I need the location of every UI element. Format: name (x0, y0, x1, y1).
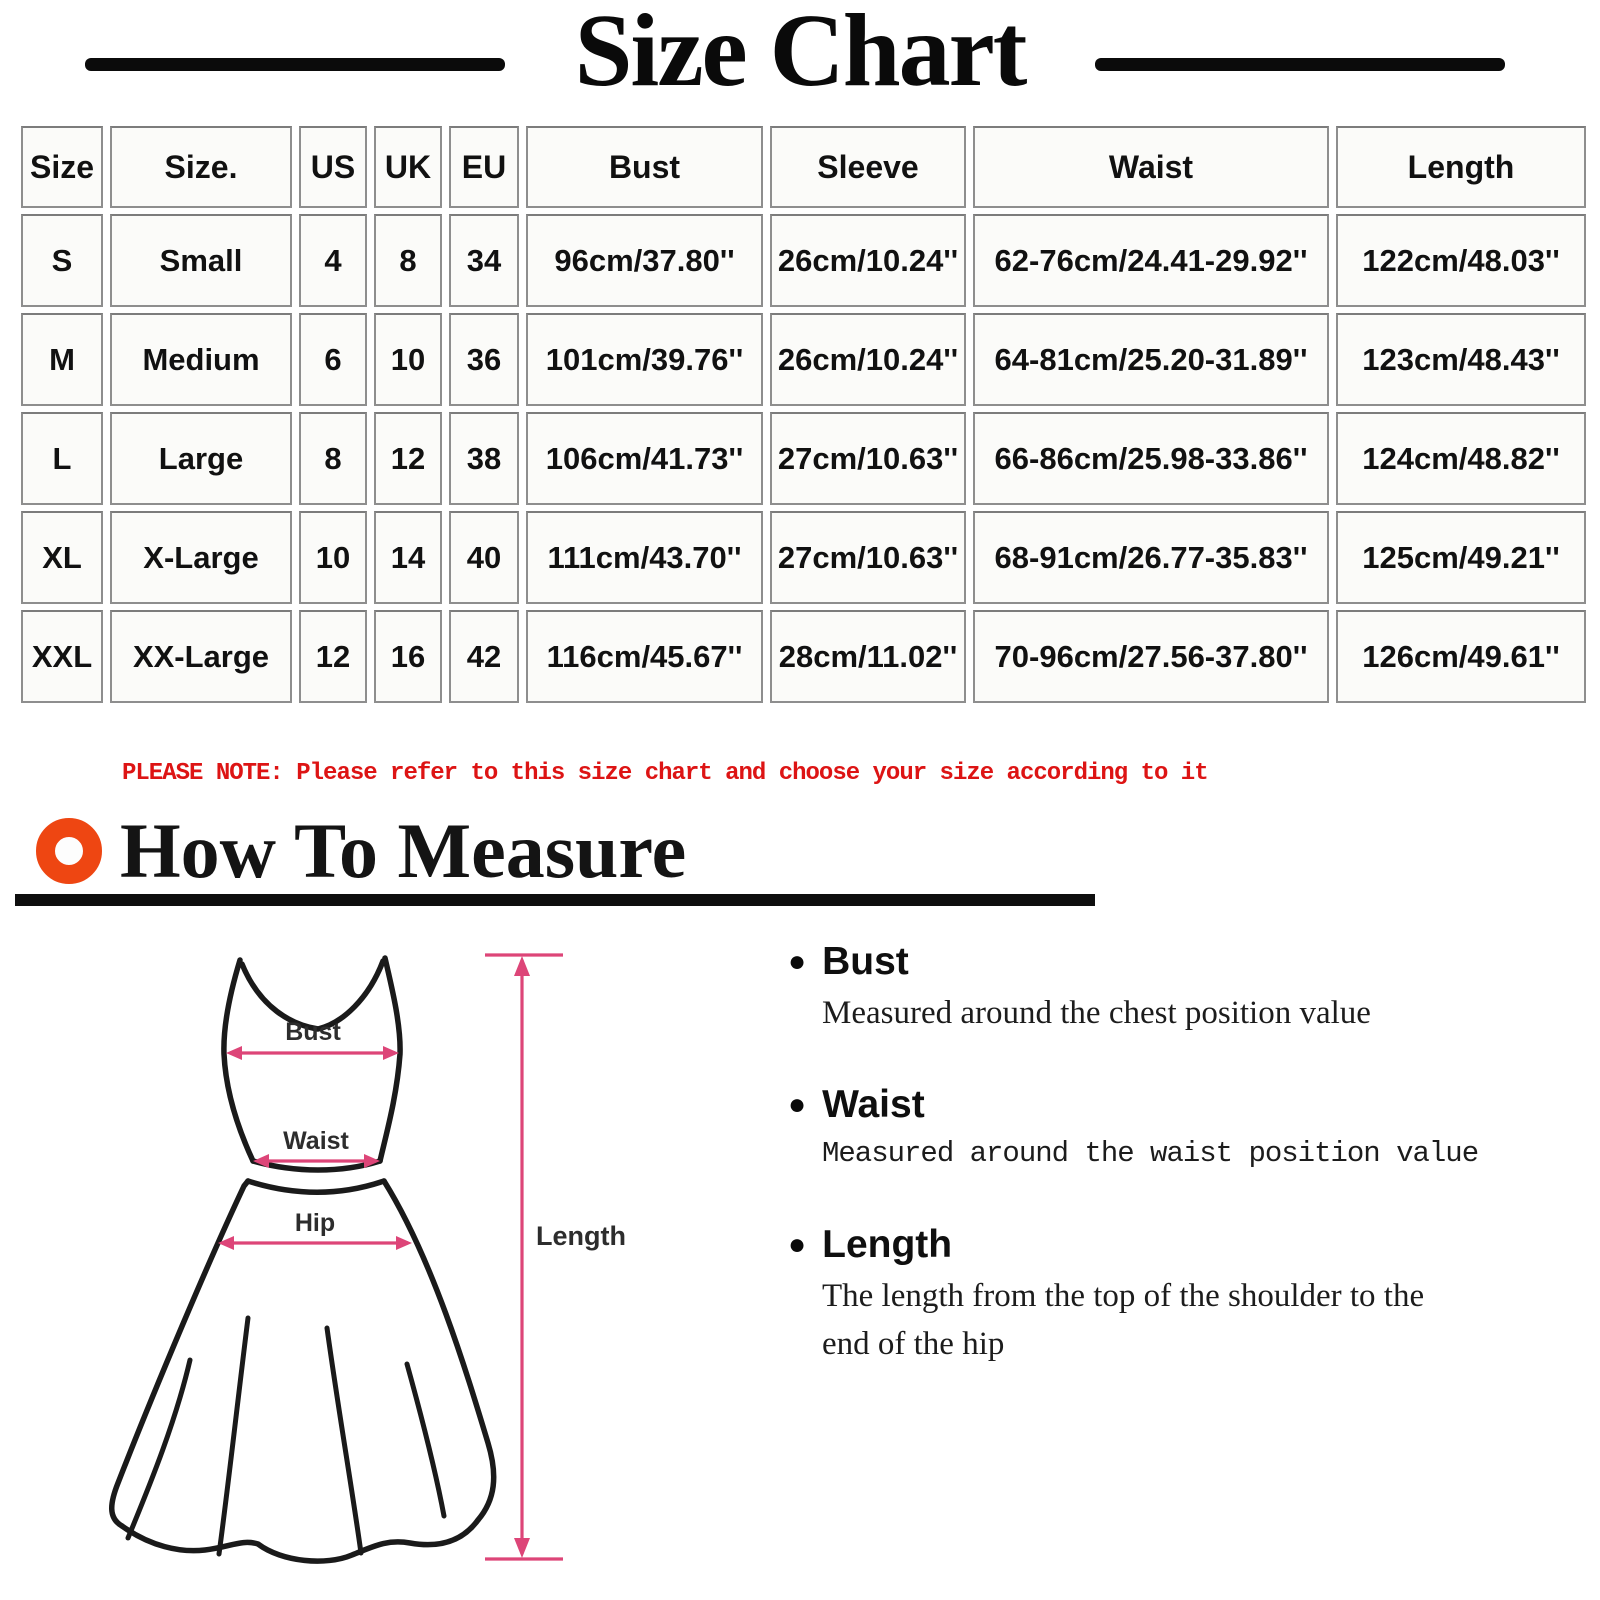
column-header: Waist (973, 126, 1329, 208)
bust-arrow (226, 1046, 399, 1060)
table-cell: 4 (299, 214, 367, 307)
table-cell: 66-86cm/25.98-33.86'' (973, 412, 1329, 505)
bullet-dot-icon: ● (788, 1088, 807, 1121)
measurement-arrows (218, 955, 563, 1559)
measure-item-length (788, 1223, 1462, 1369)
measure-item-description: Measured around the waist position value (822, 1137, 1479, 1170)
measure-item-bust (788, 940, 1462, 1038)
length-arrow (485, 955, 563, 1559)
waist-diagram-label: Waist (283, 1127, 349, 1155)
table-cell: 42 (449, 610, 519, 703)
hip-arrow (218, 1236, 412, 1250)
table-cell: 70-96cm/27.56-37.80'' (973, 610, 1329, 703)
table-cell: 62-76cm/24.41-29.92'' (973, 214, 1329, 307)
dress-measure-diagram (80, 928, 700, 1600)
title-right-rule (1095, 58, 1505, 71)
size-table (14, 120, 1593, 709)
table-row (21, 610, 1586, 703)
measure-item-description: Measured around the chest position value (822, 995, 1371, 1031)
table-cell: 36 (449, 313, 519, 406)
table-cell: M (21, 313, 103, 406)
table-cell: L (21, 412, 103, 505)
page-title: Size Chart (574, 0, 1026, 108)
column-header: Length (1336, 126, 1586, 208)
column-header: Size (21, 126, 103, 208)
length-diagram-label: Length (536, 1221, 626, 1251)
table-cell: 28cm/11.02'' (770, 610, 966, 703)
column-header: Size. (110, 126, 292, 208)
table-cell: 124cm/48.82'' (1336, 412, 1586, 505)
column-header: EU (449, 126, 519, 208)
table-cell: Small (110, 214, 292, 307)
table-cell: S (21, 214, 103, 307)
table-cell: 6 (299, 313, 367, 406)
column-header: Sleeve (770, 126, 966, 208)
table-cell: Large (110, 412, 292, 505)
measure-item-description: The length from the top of the shoulder to the end of the hip (822, 1278, 1425, 1362)
table-cell: 10 (299, 511, 367, 604)
table-cell: XXL (21, 610, 103, 703)
table-cell: 10 (374, 313, 442, 406)
table-cell: 96cm/37.80'' (526, 214, 763, 307)
table-cell: 40 (449, 511, 519, 604)
bullet-dot-icon: ● (788, 1228, 807, 1261)
table-cell: 8 (374, 214, 442, 307)
table-cell: 123cm/48.43'' (1336, 313, 1586, 406)
measure-definitions (788, 940, 1478, 1400)
table-cell: 64-81cm/25.20-31.89'' (973, 313, 1329, 406)
table-cell: 12 (374, 412, 442, 505)
table-cell: Medium (110, 313, 292, 406)
table-cell: 111cm/43.70'' (526, 511, 763, 604)
ring-bullet-icon (36, 818, 102, 884)
table-row (21, 214, 1586, 307)
hip-diagram-label: Hip (294, 1209, 336, 1237)
table-row (21, 511, 1586, 604)
how-to-measure-title: How To Measure (120, 807, 687, 894)
table-cell: 122cm/48.03'' (1336, 214, 1586, 307)
table-cell: 34 (449, 214, 519, 307)
measure-item-waist (788, 1083, 1522, 1175)
table-cell: X-Large (110, 511, 292, 604)
table-row (21, 412, 1586, 505)
table-cell: 14 (374, 511, 442, 604)
table-row (21, 313, 1586, 406)
table-cell: 116cm/45.67'' (526, 610, 763, 703)
how-to-measure-heading-row (36, 807, 687, 894)
table-cell: 101cm/39.76'' (526, 313, 763, 406)
table-cell: 27cm/10.63'' (770, 412, 966, 505)
table-cell: 68-91cm/26.77-35.83'' (973, 511, 1329, 604)
bullet-dot-icon: ● (788, 945, 807, 978)
table-cell: XL (21, 511, 103, 604)
bust-diagram-label: Bust (285, 1018, 341, 1046)
table-cell: 26cm/10.24'' (770, 214, 966, 307)
column-header: UK (374, 126, 442, 208)
table-cell: 26cm/10.24'' (770, 313, 966, 406)
column-header: Bust (526, 126, 763, 208)
measure-item-label: Length (822, 1223, 953, 1266)
title-left-rule (85, 58, 505, 71)
table-cell: 27cm/10.63'' (770, 511, 966, 604)
table-cell: 126cm/49.61'' (1336, 610, 1586, 703)
table-header-row (21, 126, 1586, 208)
column-header: US (299, 126, 367, 208)
table-cell: 12 (299, 610, 367, 703)
table-cell: XX-Large (110, 610, 292, 703)
table-cell: 106cm/41.73'' (526, 412, 763, 505)
dress-outline (112, 958, 494, 1561)
table-cell: 38 (449, 412, 519, 505)
table-cell: 16 (374, 610, 442, 703)
size-note: PLEASE NOTE: Please refer to this size chart and choose your size according to it (122, 760, 1208, 787)
measure-item-label: Waist (822, 1083, 925, 1126)
measure-item-label: Bust (822, 940, 909, 983)
heading-underline (15, 894, 1095, 906)
table-cell: 8 (299, 412, 367, 505)
table-cell: 125cm/49.21'' (1336, 511, 1586, 604)
